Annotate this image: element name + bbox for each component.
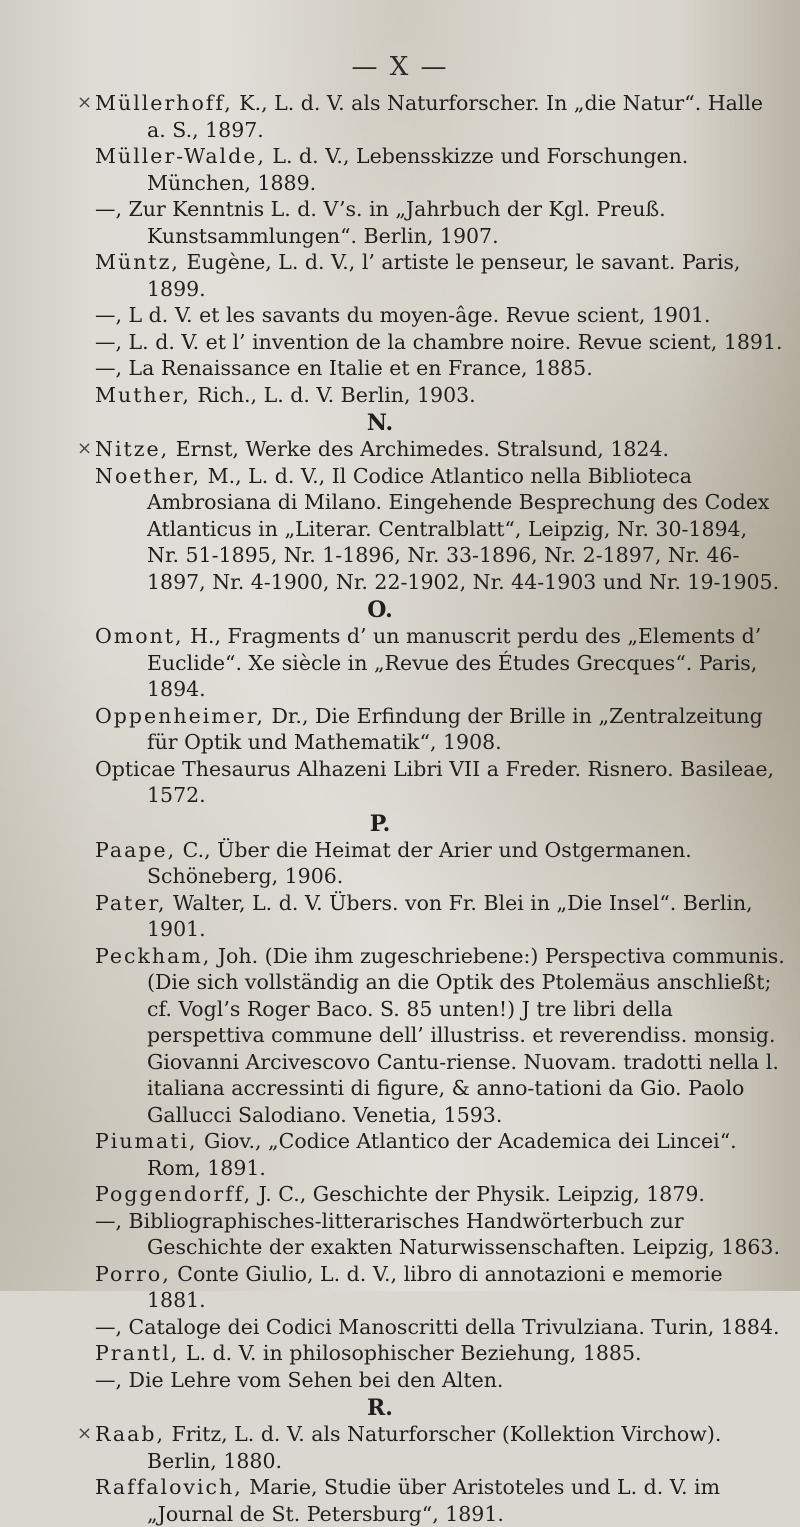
entry-text: Ernst, Werke des Archimedes. Stralsund, 1824. (169, 437, 670, 461)
entry-author: —, (95, 1208, 123, 1233)
bibliography-entry (95, 623, 785, 703)
entry-text: Cataloge dei Codici Manoscritti della Trivulziana. Turin, 1884. (122, 1314, 780, 1339)
entry-text: L d. V. et les savants du moyen-âge. Revue scient, 1901. (122, 303, 711, 327)
check-mark: × (77, 92, 93, 113)
entry-author: Piumati, (95, 1129, 198, 1153)
bibliography-entry (95, 355, 785, 382)
entry-text: Die Lehre vom Sehen bei den Alten. (122, 1367, 504, 1392)
bibliography-entry (95, 1367, 785, 1394)
entry-text: L. d. V. et l’ invention de la chambre noire. Revue scient, 1891. (122, 329, 783, 354)
entry-author: —, (95, 1367, 123, 1392)
bibliography-entry (95, 1314, 785, 1341)
entry-author: Pater, (95, 890, 167, 915)
entry-author: Paape, (95, 837, 177, 862)
bibliography-entry (95, 703, 785, 756)
entry-author: Muther, (95, 382, 191, 407)
bibliography-entry (77, 90, 785, 143)
bibliography-entry (95, 890, 785, 943)
entry-text: Zur Kenntnis L. d. V’s. in „Jahrbuch der Kgl. Preuß. Kunstsammlungen“. Berlin, 1907. (122, 197, 666, 248)
entry-author: —, (95, 356, 123, 380)
entry-author: Oppenheimer, (95, 703, 265, 728)
entry-text: Joh. (Die ihm zugeschriebene:) Perspectiva communis. (Die sich vollständig an die Optik des Ptolemäus anschließt; cf. Vogl’s Roger Baco. S. 85 unten!) J tre libri della perspettiva commune dell’ illustriss. et reverendiss. monsig. Giovanni Arcivescovo Cantu-riense. Nuovam. tradotti nella l. italiana accressinti di figure, & anno-tationi da Gio. Paolo Gallucci Salodiano. Venetia, 1593. (147, 943, 785, 1127)
page-number-mark: — X — (351, 52, 449, 82)
bibliography-entry (95, 302, 785, 329)
section-letter-o: O. (367, 597, 393, 623)
entry-text: L. d. V., Lebensskizze und Forschungen. München, 1889. (147, 144, 689, 195)
bibliography-entry (95, 943, 785, 1129)
bibliography-entry (95, 1261, 785, 1314)
entry-text: Bibliographisches-litterarisches Handwörterbuch zur Geschichte der exakten Naturwissenschaften. Leipzig, 1863. (122, 1208, 780, 1259)
entry-text: H., Fragments d’ un manuscrit perdu des „Elements d’ Euclide“. Xe siècle in „Revue des Études Grecques“. Paris, 1894. (147, 624, 762, 701)
entry-text: Walter, L. d. V. Übers. von Fr. Blei in „Die Insel“. Berlin, 1901. (147, 890, 753, 941)
entry-author: Raffalovich, (95, 1475, 243, 1499)
check-mark: × (77, 438, 93, 459)
bibliography-entry (95, 1181, 785, 1208)
bibliography-entry (95, 382, 785, 409)
entry-author: Peckham, (95, 943, 212, 968)
entry-text: La Renaissance en Italie et en France, 1885. (122, 356, 593, 380)
bibliography-entry (95, 1474, 785, 1527)
entry-text: Marie, Studie über Aristoteles und L. d. V. im „Journal de St. Petersburg“, 1891. (147, 1475, 721, 1526)
bibliography-entry (95, 143, 785, 196)
bibliography-entry (95, 196, 785, 249)
entry-text: C., Über die Heimat der Arier und Ostgermanen. Schöneberg, 1906. (147, 837, 692, 888)
entry-author: Nitze, (95, 437, 170, 461)
section-letter-n: N. (366, 410, 394, 436)
entry-text: M., L. d. V., Il Codice Atlantico nella Biblioteca Ambrosiana di Milano. Eingehende Besprechung des Codex Atlanticus in „Literar. Centralblatt“, Leipzig, Nr. 30-1894, Nr. 51-1895, Nr. 1-1896, Nr. 33-1896, Nr. 2-1897, Nr. 46-1897, Nr. 4-1900, Nr. 22-1902, Nr. 44-1903 und Nr. 19-1905. (147, 463, 780, 594)
bibliography-entry (95, 756, 785, 809)
entry-text: K., L. d. V. als Naturforscher. In „die Natur“. Halle a. S., 1897. (147, 91, 764, 142)
entry-author: Noether, (95, 463, 202, 488)
entry-text: Dr., Die Erfindung der Brille in „Zentralzeitung für Optik und Mathematik“, 1908. (147, 703, 763, 754)
entry-author: Müller-Walde, (95, 144, 266, 168)
entry-text: Rich., L. d. V. Berlin, 1903. (190, 382, 476, 407)
entry-author: Porro, (95, 1261, 171, 1286)
entry-author: Müntz, (95, 250, 180, 274)
section-letter-r: R. (367, 1395, 393, 1421)
bibliography-entry (95, 1208, 785, 1261)
entry-author: Müllerhoff, (95, 91, 233, 115)
entry-author: —, (95, 197, 123, 221)
entry-author: Omont, (95, 624, 184, 648)
entry-text: Conte Giulio, L. d. V., libro di annotazioni e memorie 1881. (147, 1261, 723, 1312)
entry-author: Raab, (95, 1422, 165, 1446)
bibliography-entry (95, 463, 785, 596)
entry-text: Fritz, L. d. V. als Naturforscher (Kollektion Virchow). Berlin, 1880. (147, 1422, 722, 1473)
bibliography-entry (95, 1340, 785, 1367)
entry-text: J. C., Geschichte der Physik. Leipzig, 1879. (252, 1182, 705, 1206)
entry-text: Eugène, L. d. V., l’ artiste le penseur, le savant. Paris, 1899. (147, 250, 741, 301)
entry-author: Poggendorff, (95, 1182, 253, 1206)
entry-text: Thesaurus Alhazeni Libri VII a Freder. Risnero. Basileae, 1572. (147, 756, 775, 807)
entry-author: Prantl, (95, 1341, 180, 1365)
bibliography-list (77, 90, 785, 1527)
entry-author: Opticae (95, 756, 176, 781)
entry-text: Giov., „Codice Atlantico der Academica dei Lincei“. Rom, 1891. (147, 1129, 737, 1180)
bibliography-entry (77, 436, 785, 463)
bibliography-entry (95, 837, 785, 890)
entry-author: —, (95, 303, 123, 327)
check-mark: × (77, 1423, 93, 1444)
entry-author: —, (95, 1314, 123, 1339)
bibliography-entry (95, 1128, 785, 1181)
entry-author: —, (95, 329, 123, 354)
bibliography-entry (77, 1421, 785, 1474)
bibliography-entry (95, 329, 785, 356)
bibliography-entry (95, 249, 785, 302)
section-letter-p: P. (369, 810, 391, 837)
entry-text: L. d. V. in philosophischer Beziehung, 1885. (179, 1341, 642, 1365)
